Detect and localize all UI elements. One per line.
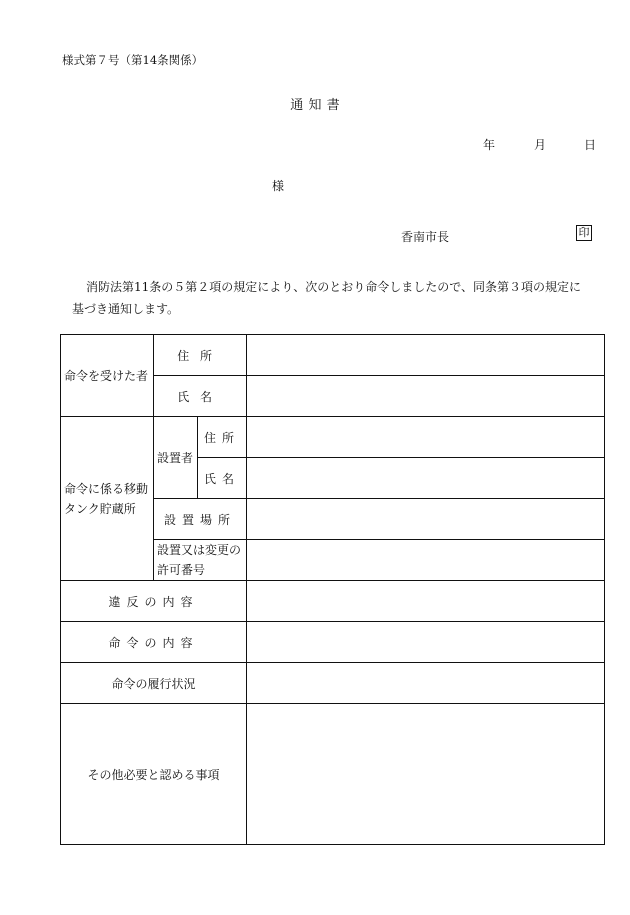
notice-table (60, 334, 605, 845)
recipient-address-field[interactable] (247, 335, 605, 376)
body-paragraph (62, 276, 607, 320)
date-day-label: 日 (584, 138, 597, 152)
document-title: 通知書 (290, 98, 345, 113)
permit-label: 設置又は変更の許可番号 (154, 540, 247, 581)
violation-label: 違反の内容 (61, 581, 247, 622)
sender-name: 香南市長 (401, 230, 450, 244)
form-number: 様式第７号（第14条関係） (62, 53, 204, 67)
body-line-1: 消防法第11条の５第２項の規定により、次のとおり命令しましたので、同条第３項の規定に (86, 280, 582, 294)
order-field[interactable] (247, 622, 605, 663)
installer-label: 設置者 (154, 417, 198, 499)
installer-address-field[interactable] (247, 417, 605, 458)
recipient-label: 命令を受けた者 (61, 335, 154, 417)
permit-field[interactable] (247, 540, 605, 581)
violation-field[interactable] (247, 581, 605, 622)
date-month-label: 月 (534, 138, 547, 152)
recipient-name-label: 氏名 (154, 376, 247, 417)
facility-label: 命令に係る移動タンク貯蔵所 (61, 417, 154, 581)
other-label: その他必要と認める事項 (61, 704, 247, 845)
installer-address-label: 住所 (198, 417, 247, 458)
order-label: 命令の内容 (61, 622, 247, 663)
body-line-2: 基づき通知します。 (72, 302, 180, 316)
date-year-label: 年 (483, 138, 496, 152)
installer-name-field[interactable] (247, 458, 605, 499)
other-field[interactable] (247, 704, 605, 845)
recipient-address-label: 住所 (154, 335, 247, 376)
location-field[interactable] (247, 499, 605, 540)
addressee-suffix: 様 (272, 179, 285, 193)
seal-mark: 印 (576, 225, 592, 241)
recipient-name-field[interactable] (247, 376, 605, 417)
status-field[interactable] (247, 663, 605, 704)
installer-name-label: 氏名 (198, 458, 247, 499)
location-label: 設置場所 (154, 499, 247, 540)
status-label: 命令の履行状況 (61, 663, 247, 704)
